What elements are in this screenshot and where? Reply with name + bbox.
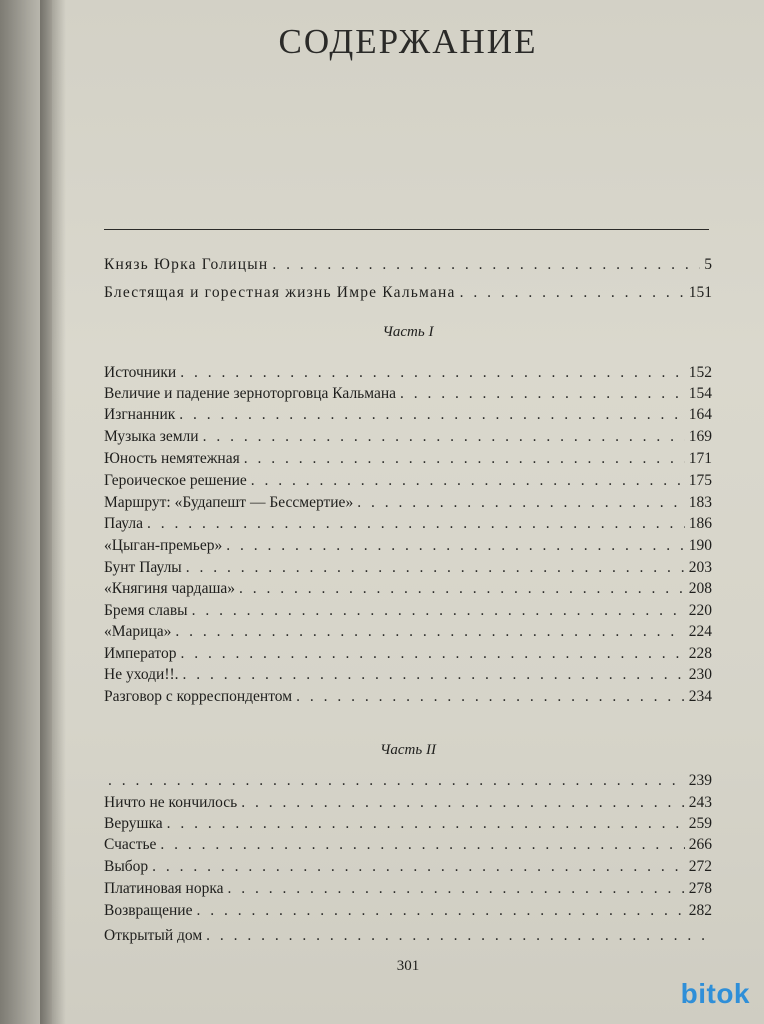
toc-entry-page: 259 bbox=[688, 815, 712, 832]
toc-entry bbox=[104, 602, 712, 624]
toc-entry bbox=[104, 666, 712, 688]
toc-entry-title: Величие и падение зерноторговца Кальмана bbox=[104, 385, 397, 402]
toc-leader bbox=[180, 364, 685, 382]
toc-entry bbox=[104, 688, 712, 710]
toc-entry bbox=[104, 794, 712, 816]
toc-leader bbox=[244, 450, 685, 468]
toc-entry-page: 230 bbox=[688, 666, 712, 683]
toc-entry-title: Император bbox=[104, 645, 177, 662]
toc-entry bbox=[104, 902, 712, 924]
toc-entry-title: «Марица» bbox=[104, 623, 172, 640]
toc-entry-title: Верушка bbox=[104, 815, 163, 832]
toc-entry bbox=[104, 284, 712, 306]
toc-leader bbox=[192, 602, 685, 620]
toc-leader bbox=[196, 902, 684, 920]
toc-entry bbox=[104, 815, 712, 837]
page-number: 301 bbox=[396, 958, 420, 974]
toc-leader bbox=[147, 515, 685, 533]
toc-leader bbox=[179, 406, 684, 424]
toc-entry-page: 272 bbox=[688, 858, 712, 875]
toc-entry-title: Бремя славы bbox=[104, 602, 188, 619]
toc-entry-title: Маршрут: «Будапешт — Бессмертие» bbox=[104, 494, 354, 511]
toc-entry bbox=[104, 580, 712, 602]
toc-entry-title: Музыка земли bbox=[104, 428, 199, 445]
toc-leader bbox=[152, 858, 685, 876]
toc-entry-page: 152 bbox=[688, 364, 712, 381]
toc-entry bbox=[104, 428, 712, 450]
toc-leader bbox=[228, 880, 685, 898]
toc-leader bbox=[241, 794, 685, 812]
toc-leader bbox=[160, 836, 684, 854]
toc-leader bbox=[272, 256, 700, 274]
toc-entry-page: 154 bbox=[688, 385, 712, 402]
toc-entry bbox=[104, 559, 712, 581]
toc-entry-title: Счастье bbox=[104, 836, 157, 853]
toc-entry-page: 224 bbox=[688, 623, 712, 640]
toc-entry-page: 186 bbox=[688, 515, 712, 532]
watermark-logo: bitok bbox=[680, 978, 750, 1009]
toc-entry bbox=[104, 385, 712, 407]
toc-entry-page: 266 bbox=[688, 836, 712, 853]
toc-entry bbox=[104, 927, 712, 949]
toc-entry bbox=[104, 772, 712, 794]
toc-leader bbox=[180, 645, 684, 663]
toc-leader bbox=[167, 815, 685, 833]
toc-entry-title: Юность немятежная bbox=[104, 450, 240, 467]
toc-entry-page: 183 bbox=[688, 494, 712, 511]
toc-entry-page: 5 bbox=[704, 256, 712, 273]
part-heading: Часть I bbox=[382, 324, 434, 340]
toc-entry-page: 190 bbox=[688, 537, 712, 554]
toc-entry-title: Открытый дом bbox=[104, 927, 203, 944]
toc-leader bbox=[357, 494, 685, 512]
toc-entry bbox=[104, 537, 712, 559]
toc-entry-page: 203 bbox=[688, 559, 712, 576]
toc-entry bbox=[104, 645, 712, 667]
toc-entry-page: 164 bbox=[688, 406, 712, 423]
toc-entry-title: Бунт Паулы bbox=[104, 559, 182, 576]
toc-entry-page: 239 bbox=[688, 772, 712, 789]
toc-leader bbox=[108, 772, 685, 790]
toc-entry-title: Паула bbox=[104, 515, 143, 532]
toc-entry-title: Возвращение bbox=[104, 902, 193, 919]
toc-leader bbox=[183, 666, 685, 684]
spine-shadow bbox=[40, 0, 66, 1024]
toc-entry-page: 234 bbox=[688, 688, 712, 705]
toc-entry-page: 171 bbox=[688, 450, 712, 467]
part-heading: Часть II bbox=[380, 742, 436, 758]
toc-entry-title: Источники bbox=[104, 364, 177, 381]
book-page bbox=[52, 0, 764, 1024]
toc-entry-title: Блестящая и горестная жизнь Имре Кальмана bbox=[104, 284, 456, 301]
toc-entry bbox=[104, 623, 712, 645]
toc-entry-title: Платиновая норка bbox=[104, 880, 224, 897]
toc-entry-page: 282 bbox=[688, 902, 712, 919]
toc-entry bbox=[104, 858, 712, 880]
toc-entry-title: «Княгиня чардаша» bbox=[104, 580, 236, 597]
page-title: СОДЕРЖАНИЕ bbox=[278, 22, 538, 61]
toc-leader bbox=[239, 580, 685, 598]
toc-entry-page: 151 bbox=[688, 284, 712, 301]
toc-leader bbox=[175, 623, 684, 641]
toc-leader bbox=[400, 385, 685, 403]
toc-entry-title: «Цыган-премьер» bbox=[104, 537, 223, 554]
toc-entry bbox=[104, 450, 712, 472]
toc-entry-title: Изгнанник bbox=[104, 406, 176, 423]
toc-entry-page: 243 bbox=[688, 794, 712, 811]
toc-entry bbox=[104, 472, 712, 494]
toc-entry-page: 278 bbox=[688, 880, 712, 897]
toc-leader bbox=[186, 559, 685, 577]
toc-leader bbox=[226, 537, 685, 555]
toc-entry bbox=[104, 515, 712, 537]
toc-leader bbox=[203, 428, 685, 446]
heading-rule bbox=[104, 229, 709, 230]
toc-entry-title: Выбор bbox=[104, 858, 149, 875]
toc-entry bbox=[104, 406, 712, 428]
toc-entry bbox=[104, 364, 712, 386]
toc-entry bbox=[104, 880, 712, 902]
toc-entry bbox=[104, 494, 712, 516]
toc-leader bbox=[206, 927, 708, 945]
toc-entry bbox=[104, 256, 712, 278]
toc-leader bbox=[251, 472, 685, 490]
toc-entry-page: 220 bbox=[688, 602, 712, 619]
toc-entry-page: 175 bbox=[688, 472, 712, 489]
toc-entry-title: Не уходи!!. bbox=[104, 666, 179, 683]
toc-leader bbox=[296, 688, 685, 706]
toc-entry-title: Героическое решение bbox=[104, 472, 247, 489]
toc-entry-page: 228 bbox=[688, 645, 712, 662]
toc-leader bbox=[460, 284, 685, 302]
toc-entry-title: Князь Юрка Голицын bbox=[104, 256, 269, 273]
toc-entry-title: Ничто не кончилось bbox=[104, 794, 238, 811]
toc-entry-title: Разговор с корреспондентом bbox=[104, 688, 293, 705]
toc-entry-page: 208 bbox=[688, 580, 712, 597]
toc-entry bbox=[104, 836, 712, 858]
toc-entry-page: 169 bbox=[688, 428, 712, 445]
